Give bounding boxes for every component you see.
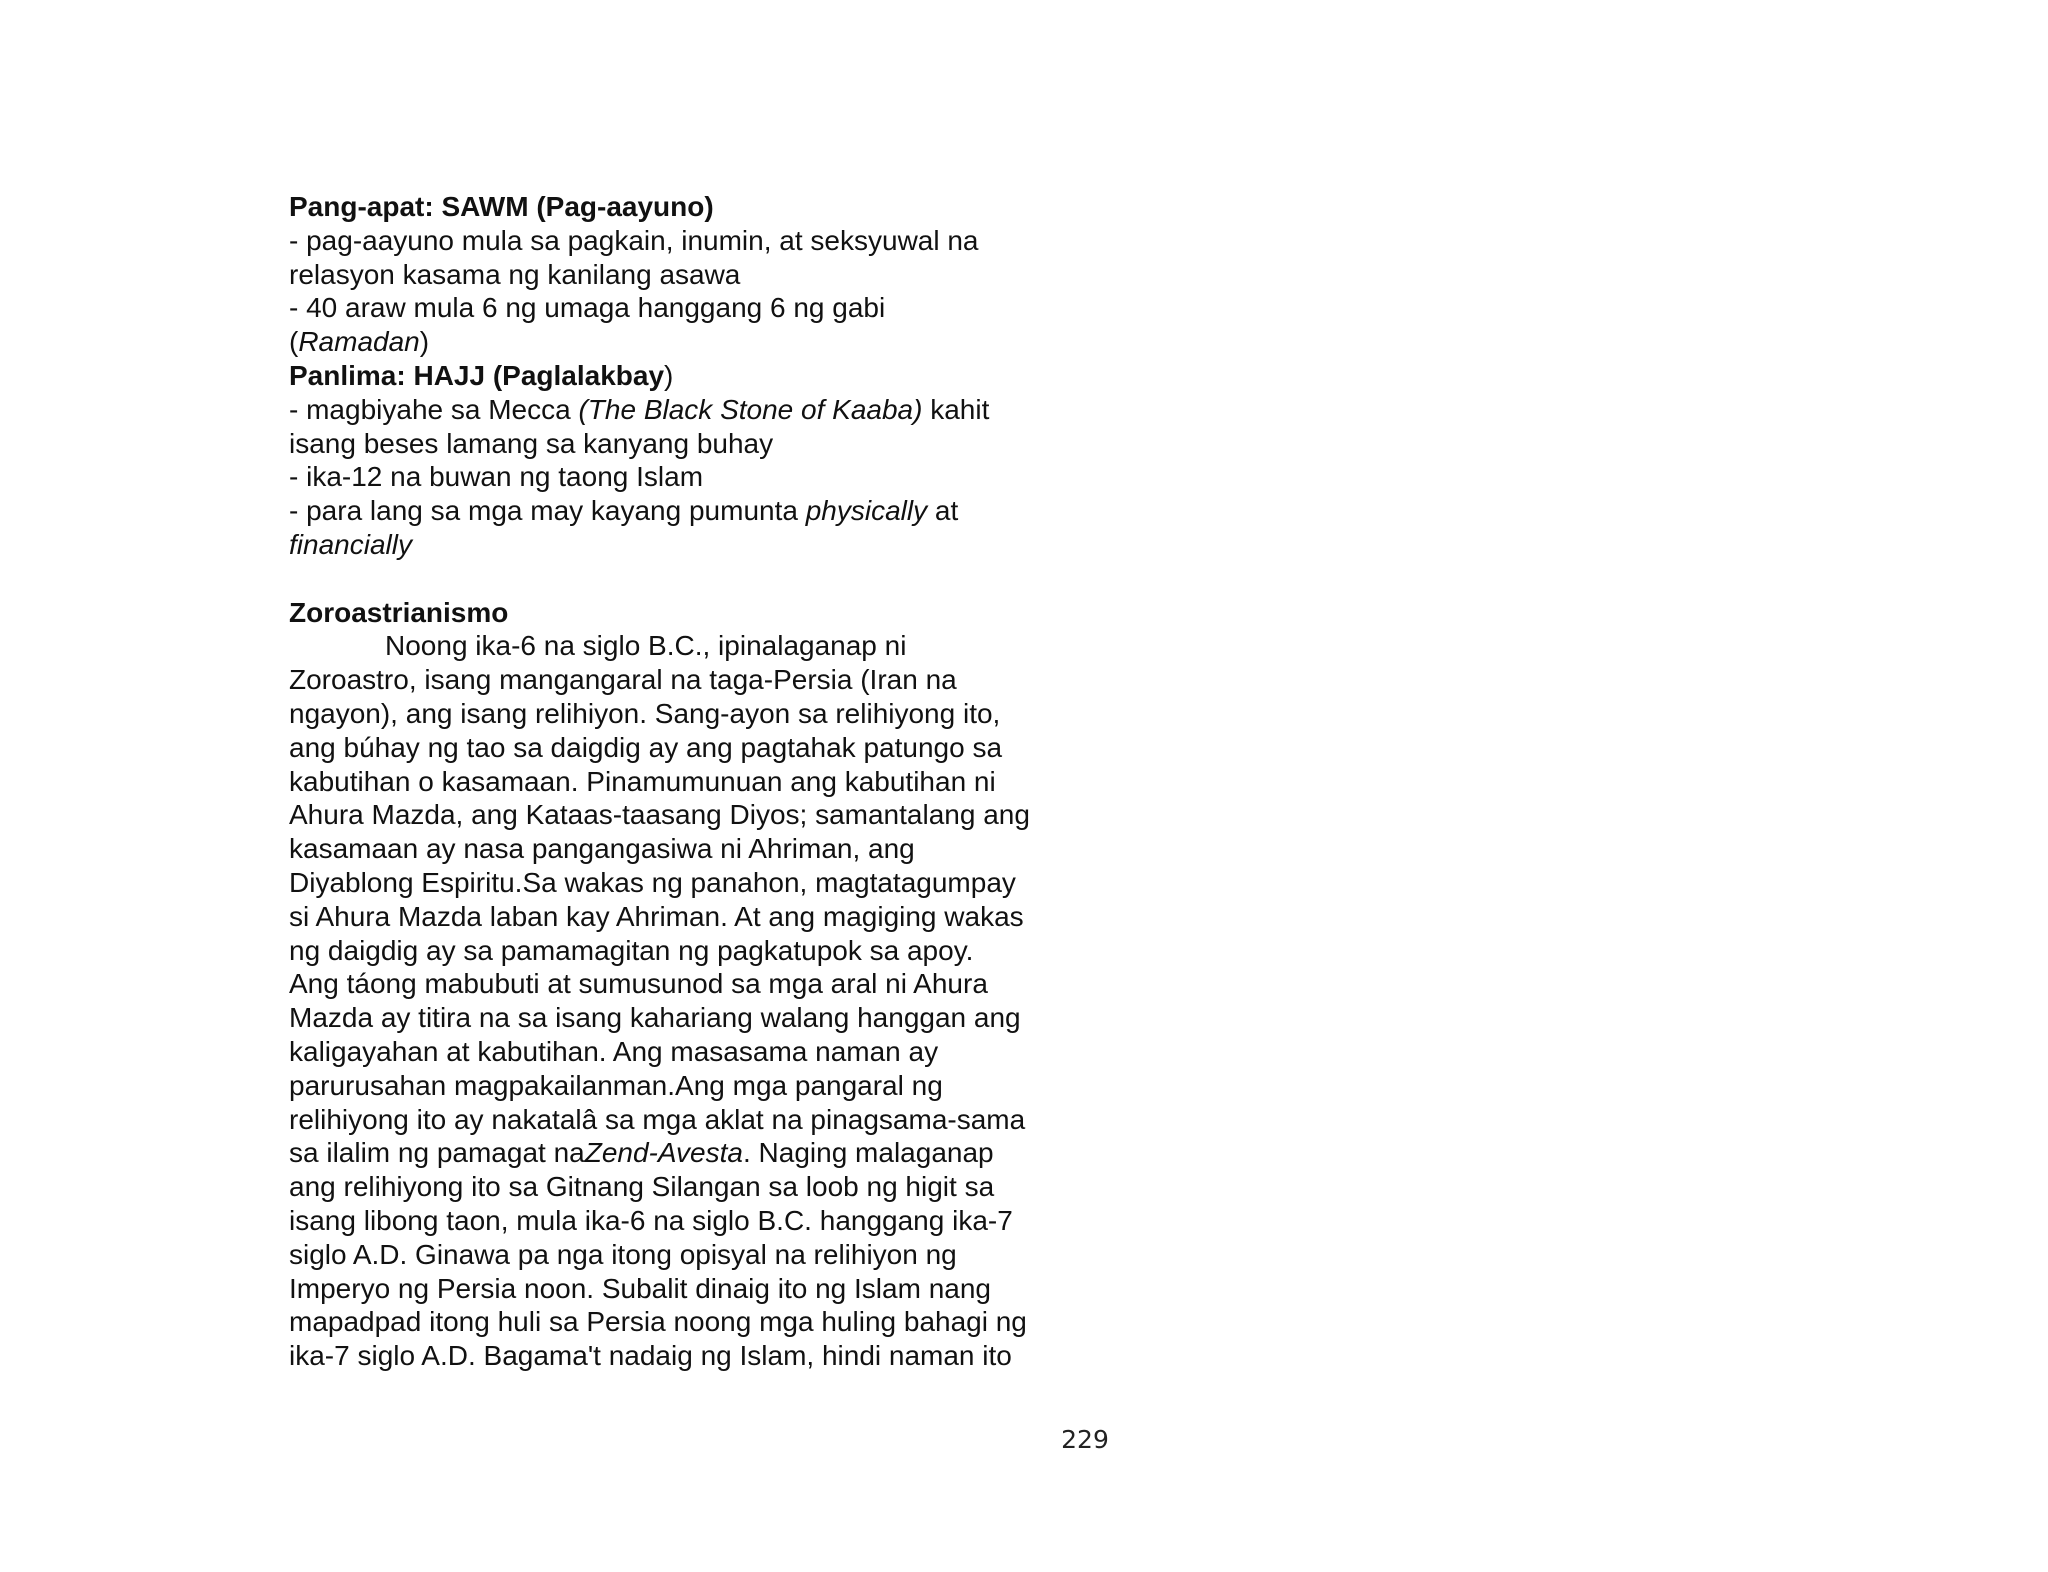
text-line: - ika-12 na buwan ng taong Islam xyxy=(289,461,704,493)
paragraph-line: Noong ika-6 na siglo B.C., ipinalaganap ni xyxy=(385,630,907,662)
italic-term-kaaba: (The Black Stone of Kaaba) xyxy=(578,393,923,425)
paragraph-line: siglo A.D. Ginawa pa nga itong opisyal na relihiyon ng xyxy=(289,1238,957,1270)
page-body xyxy=(289,190,1089,1373)
blank-line xyxy=(289,562,1089,596)
paragraph-line: relihiyong ito ay nakatalâ sa mga aklat na pinagsama-sama xyxy=(289,1103,1026,1135)
text-line xyxy=(289,325,1089,359)
paragraph-line: mapadpad itong huli sa Persia noong mga huling bahagi ng xyxy=(289,1306,1027,1338)
text-fragment: ) xyxy=(419,326,430,358)
text-fragment: kahit xyxy=(922,393,990,425)
text-fragment: - magbiyahe sa Mecca xyxy=(289,393,579,425)
text-fragment: sa ilalim ng pamagat na xyxy=(289,1137,585,1169)
page-number: 229 xyxy=(1061,1425,1109,1454)
text-line: - pag-aayuno mula sa pagkain, inumin, at seksyuwal na xyxy=(289,224,979,256)
paragraph-line: kabutihan o kasamaan. Pinamumunuan ang kabutihan ni xyxy=(289,765,996,797)
italic-term-physically: physically xyxy=(805,495,928,527)
paragraph-line: Mazda ay titira na sa isang kahariang walang hanggan ang xyxy=(289,1002,1021,1034)
paragraph-line: ang búhay ng tao sa daigdig ay ang pagtahak patungo sa xyxy=(289,731,1003,763)
text-fragment: at xyxy=(927,495,959,527)
text-line: isang beses lamang sa kanyang buhay xyxy=(289,427,774,459)
paragraph-line: ngayon), ang isang relihiyon. Sang-ayon sa relihiyong ito, xyxy=(289,697,1001,729)
text-line: relasyon kasama ng kanilang asawa xyxy=(289,258,741,290)
paragraph-line: kasamaan ay nasa pangangasiwa ni Ahriman, ang xyxy=(289,833,915,865)
paragraph-line: ika-7 siglo A.D. Bagama't nadaig ng Islam, hindi naman ito xyxy=(289,1340,1012,1372)
paragraph-line: ang relihiyong ito sa Gitnang Silangan sa loob ng higit sa xyxy=(289,1171,995,1203)
heading-hajj-tail: ) xyxy=(664,359,674,391)
paragraph-line: isang libong taon, mula ika-6 na siglo B.C. hanggang ika-7 xyxy=(289,1204,1013,1236)
paragraph-line: parurusahan magpakailanman.Ang mga pangaral ng xyxy=(289,1069,943,1101)
text-line xyxy=(289,494,1089,528)
italic-term-ramadan: Ramadan xyxy=(298,326,420,358)
text-fragment: - para lang sa mga may kayang pumunta xyxy=(289,495,806,527)
text-line xyxy=(289,393,1089,427)
paragraph-line: Zoroastro, isang mangangaral na taga-Persia (Iran na xyxy=(289,664,957,696)
heading-hajj xyxy=(289,359,1089,393)
paragraph-line xyxy=(289,1136,1089,1170)
paragraph-line: Imperyo ng Persia noon. Subalit dinaig ito ng Islam nang xyxy=(289,1272,991,1304)
paragraph-line: ng daigdig ay sa pamamagitan ng pagkatupok sa apoy. xyxy=(289,934,974,966)
paragraph-line: Diyablong Espiritu.Sa wakas ng panahon, magtatagumpay xyxy=(289,866,1016,898)
paragraph-line: Ang táong mabubuti at sumusunod sa mga aral ni Ahura xyxy=(289,968,988,1000)
italic-term-zend-avesta: Zend-Avesta xyxy=(584,1137,743,1169)
italic-term-financially: financially xyxy=(289,528,412,560)
heading-sawm: Pang-apat: SAWM (Pag-aayuno) xyxy=(289,191,714,222)
text-line: - 40 araw mula 6 ng umaga hanggang 6 ng gabi xyxy=(289,292,886,324)
paragraph-line: si Ahura Mazda laban kay Ahriman. At ang magiging wakas xyxy=(289,900,1024,932)
heading-hajj-bold: Panlima: HAJJ (Paglalakbay xyxy=(289,359,665,391)
paragraph-line: Ahura Mazda, ang Kataas-taasang Diyos; samantalang ang xyxy=(289,799,1030,831)
text-fragment: . Naging malaganap xyxy=(742,1137,994,1169)
text-fragment: ( xyxy=(289,326,299,358)
paragraph-line: kaligayahan at kabutihan. Ang masasama naman ay xyxy=(289,1035,939,1067)
heading-zoroastrianismo: Zoroastrianismo xyxy=(289,596,509,628)
